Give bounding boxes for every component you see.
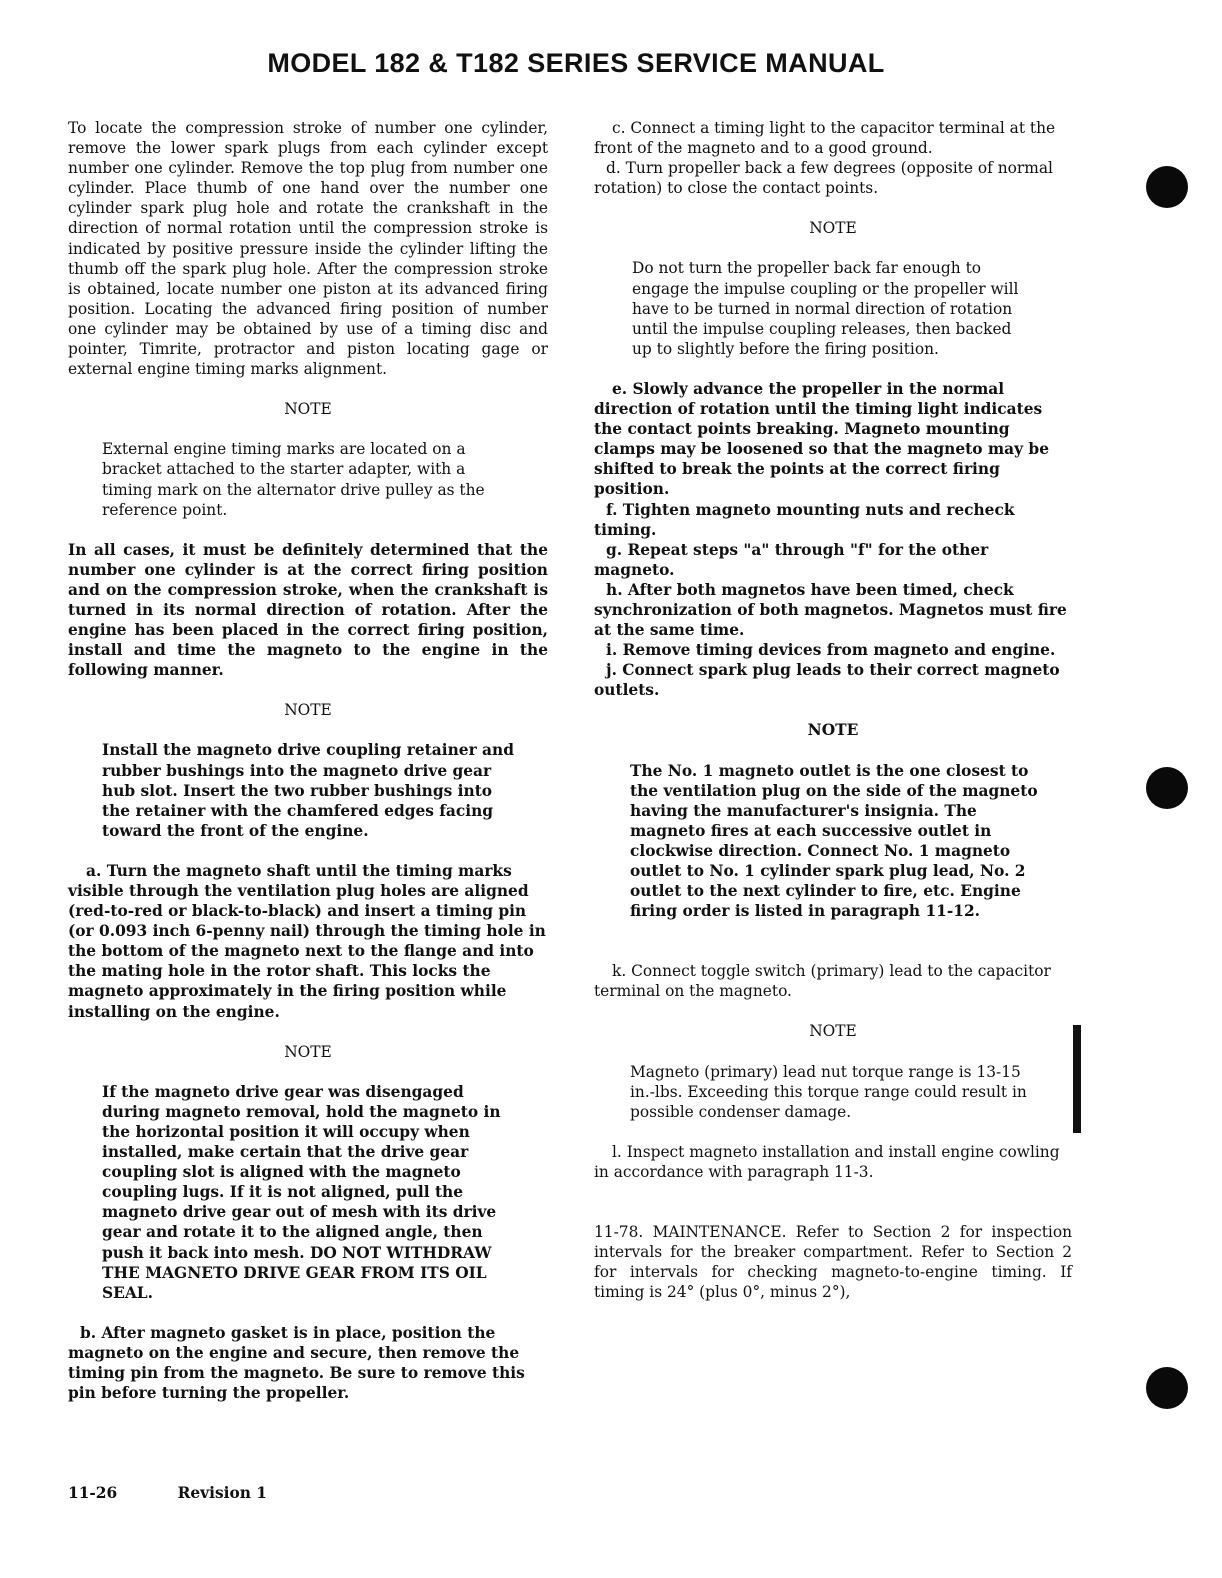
step-a: a. Turn the magneto shaft until the timing marks visible through the ventilation plug holes are aligned (red-to-red or black-to-black) and insert a timing pin (or 0.093 inch 6-penny nail) through the timing hole in the bottom of the magneto next to the flange and into the mating hole in the rotor shaft. This locks the magneto approximately in the firing position while installing on the engine. [68,861,546,1021]
note-propeller-back: Do not turn the propeller back far enough to engage the impulse coupling or the propeller will have to be turned in normal direction of rotation until the impulse coupling releases, then backed up to slightly before the firing position. [632,259,1019,358]
note-magneto-outlet: The No. 1 magneto outlet is the one closest to the ventilation plug on the side of the magneto having the manufacturer's insignia. The magneto fires at each successive outlet in clockwise direction. Connect No. 1 magneto outlet to No. 1 cylinder spark plug lead, No. 2 outlet to the next cylinder to fire, etc. Engine firing order is listed in paragraph 11-12. [630,761,1038,921]
note-drive-gear: If the magneto drive gear was disengaged during magneto removal, hold the magneto in the horizontal position it will occupy when installed, make certain that the drive gear coupling slot is aligned with the magneto coupling lugs. If it is not aligned, pull the magneto drive gear out of mesh with its drive gear and rotate it to the aligned angle, then push it back into mesh. DO NOT WITHDRAW THE MAGNETO DRIVE GEAR FROM ITS OIL SEAL. [102,1082,501,1302]
revision-change-bar [1073,1025,1081,1133]
step-j: j. Connect spark plug leads to their correct magneto outlets. [594,661,1060,700]
page-number: 11-26 [68,1484,118,1502]
note-heading: NOTE [809,219,857,238]
page-title: MODEL 182 & T182 SERIES SERVICE MANUAL [267,48,885,78]
page-footer [68,1484,267,1502]
step-h: h. After both magnetos have been timed, check synchronization of both magnetos. Magnetos must fire at the same time. [594,580,1067,640]
revision-label: Revision 1 [177,1484,267,1502]
step-d: d. Turn propeller back a few degrees (opposite of normal rotation) to close the contact points. [594,159,1053,198]
compression-stroke-paragraph: To locate the compression stroke of number one cylinder, remove the lower spark plugs from each cylinder except number one cylinder. Remove the top plug from number one cylinder. Place thumb of one hand over the number one cylinder spark plug hole and rotate the crankshaft in the direction of normal rotation until the compression stroke is indicated by positive pressure inside the cylinder lifting the thumb off the spark plug hole. After the compression stroke is obtained, locate number one piston at its advanced firing position. Locating the advanced firing position of number one cylinder may be obtained by use of a timing disc and pointer, Timrite, protractor and piston locating gage or external engine timing marks alignment. [68,119,548,379]
step-c: c. Connect a timing light to the capacitor terminal at the front of the magneto and to a good ground. [594,119,1056,158]
step-b: b. After magneto gasket is in place, position the magneto on the engine and secure, then remove the timing pin from the magneto. Be sure to remove this pin before turning the propeller. [68,1323,525,1403]
step-i: i. Remove timing devices from magneto and engine. [606,641,1056,660]
step-e: e. Slowly advance the propeller in the normal direction of rotation until the timing light indicates the contact points breaking. Magneto mounting clamps may be loosened so that the magneto may be shifted to break the points at the correct firing position. [594,379,1049,499]
note-timing-marks: External engine timing marks are located on a bracket attached to the starter adapter, with a timing mark on the alternator drive pulley as the reference point. [102,440,485,519]
step-k: k. Connect toggle switch (primary) lead to the capacitor terminal on the magneto. [594,962,1051,1001]
left-column [68,118,548,1403]
binder-hole [1146,767,1188,809]
note-heading: NOTE [284,1042,332,1061]
binder-hole [1146,1367,1188,1409]
note-heading: NOTE [807,721,859,740]
note-torque-range: Magneto (primary) lead nut torque range is 13-15 in.-lbs. Exceeding this torque range could result in possible condenser damage. [630,1062,1027,1121]
step-l: l. Inspect magneto installation and install engine cowling in accordance with paragraph 11-3. [594,1142,1060,1181]
step-g: g. Repeat steps "a" through "f" for the other magneto. [594,540,989,579]
note-heading: NOTE [284,400,332,419]
binder-hole [1146,166,1188,208]
note-heading: NOTE [284,701,332,720]
note-heading: NOTE [809,1022,857,1041]
maintenance-paragraph: 11-78. MAINTENANCE. Refer to Section 2 for inspection intervals for the breaker compartment. Refer to Section 2 for intervals for checking magneto-to-engine timing. If timing is 24° (plus 0°, minus 2°), [594,1223,1072,1302]
right-column [594,118,1072,1302]
step-f: f. Tighten magneto mounting nuts and recheck timing. [594,500,1015,539]
firing-position-paragraph: In all cases, it must be definitely determined that the number one cylinder is at the correct firing position and on the compression stroke, when the crankshaft is turned in its normal direction of rotation. After the engine has been placed in the correct firing position, install and time the magneto to the engine in the following manner. [68,540,548,680]
note-coupling-retainer: Install the magneto drive coupling retainer and rubber bushings into the magneto drive gear hub slot. Insert the two rubber bushings into the retainer with the chamfered edges facing toward the front of the engine. [102,741,514,840]
